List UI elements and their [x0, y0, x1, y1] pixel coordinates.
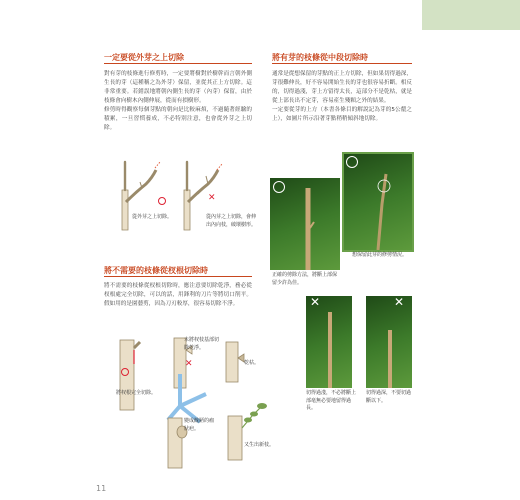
correct-mark-icon-4: [273, 181, 285, 193]
label-scar: 變成醜陋的瘤狀疤。: [184, 418, 215, 432]
label-sprout: 又生出新枝。: [244, 442, 275, 448]
section1-caption-left: 從外芽之上切除。: [132, 214, 173, 220]
correct-mark-icon: [158, 197, 166, 205]
wrong-mark-icon-3: ✕: [310, 296, 321, 309]
section3-title: 將不需要的枝條從杈根切除時: [104, 266, 208, 275]
section3-body: 將不需要的枝條從杈根切除時，應注意要切除乾淨，務必從杈根處完全切除，可以的話，用鋒利的刀片等將切口削平。假如用的是園藝剪，因為刀刃較厚，很容易切除不淨。: [104, 283, 252, 307]
section1-rule: [104, 63, 252, 64]
section2-body: 通常是從想保留的芽點的正上方切除，但如果切得過深，芽很難伸長，好不容易開始生長的芽也很容易折斷。相反的，切得過淺，芽上方留得太長，這部分不是乾枯，就是從上部長出不定芽，容易產生殘顆之外的結果。 一定要從芽的上方（本書各條目的解說記為芽的5公釐之上），如圖片所示沿著芽點稍稍傾斜地切除。: [272, 71, 412, 122]
trunk-flush-cut-illustration: [112, 340, 152, 410]
correct-mark-icon-2: [121, 368, 129, 376]
caption-too-shallow: 切得過淺，不必將斷上部毫無必要地留得過長。: [306, 390, 357, 411]
photo-too-shallow: [306, 296, 352, 388]
photo-correct-cut: [270, 178, 340, 270]
wrong-mark-icon-2: ✕: [185, 359, 193, 369]
photo-too-deep: [366, 296, 412, 388]
section1-body: 對有芽的枝條進行修剪時，一定要將樹對於樹幹而言朝外側生長的芽（這種稱之為外芽）保留，並從其正上方切除。這非常重要。若錯誤地將朝內側生長的芽（內芽）保留，由於枝條會向樹木內側伸展，從而有損樹形。 修剪時得觀察每個芽點的朝向是比較麻煩，不過隨著經驗的積累，一旦習慣養成，不必特別注意，也會從外芽之上切除。: [104, 71, 252, 131]
wrong-mark-icon: ✕: [208, 193, 216, 203]
header-band: [0, 0, 520, 30]
caption-bud-detail: 想保留此芽的修剪情況。: [352, 252, 408, 258]
trunk-sprout-illustration: [222, 400, 272, 460]
wrong-mark-icon-4: ✕: [394, 296, 405, 309]
section2-title: 將有芽的枝條從中段切除時: [272, 53, 368, 62]
caption-too-deep: 切得過深，不要切過斷以下。: [366, 390, 412, 404]
label-stub: 未將杈枝基部切除乾淨。: [184, 337, 220, 351]
header-accent-block: [422, 0, 520, 30]
page-number: 11: [96, 484, 107, 493]
section1-title: 一定要從外芽之上切除: [104, 53, 184, 62]
correct-mark-icon-3: [346, 156, 358, 168]
caption-correct-cut: 正確的剪除方法，將斷上部保留少許為佳。: [272, 272, 338, 286]
section1-caption-right: 從內芽之上切除，會伸出內向枝，破壞樹形。: [206, 214, 257, 228]
photo-bud-detail: [344, 154, 412, 250]
section2-rule: [272, 63, 412, 64]
label-dead: 乾枯。: [244, 360, 260, 366]
label-flush-cut: 將杈根完全切除。: [116, 390, 157, 396]
section3-rule: [104, 276, 252, 277]
